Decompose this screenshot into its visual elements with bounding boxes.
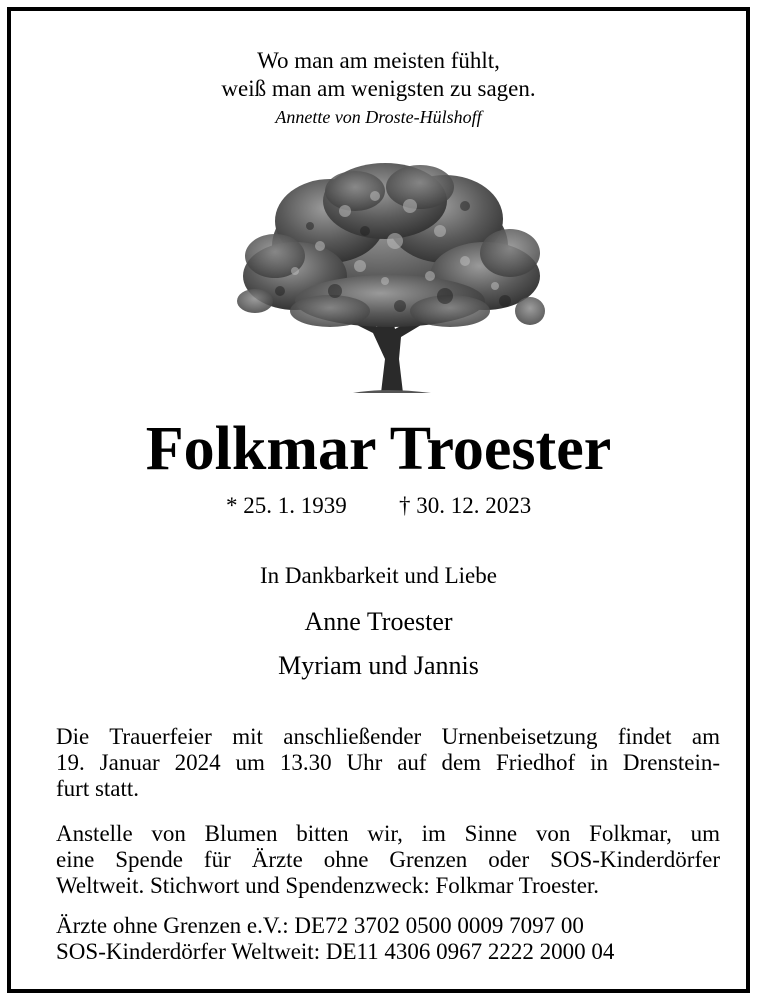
donation-line-2: eine Spende für Ärzte ohne Grenzen oder SOS-Kinderdörfer bbox=[56, 847, 720, 872]
deceased-name: Folkmar Troester bbox=[145, 415, 612, 483]
donation-line-3: Weltweit. Stichwort und Spendenzweck: Folkmar Troester. bbox=[56, 873, 600, 898]
account-line-1: Ärzte ohne Grenzen e.V.: DE72 3702 0500 0009 7097 00 bbox=[56, 913, 584, 938]
death-date: † 30. 12. 2023 bbox=[399, 493, 532, 518]
bank-accounts bbox=[56, 913, 720, 965]
quote-line-2: weiß man am wenigsten zu sagen. bbox=[221, 76, 536, 101]
donation-line-1: Anstelle von Blumen bitten wir, im Sinne von Folkmar, um bbox=[56, 821, 720, 846]
oak-tree-icon bbox=[235, 161, 545, 396]
funeral-line-3: furt statt. bbox=[56, 776, 140, 801]
funeral-line-2: 19. Januar 2024 um 13.30 Uhr auf dem Friedhof in Drenstein- bbox=[56, 750, 720, 775]
account-line-2: SOS-Kinderdörfer Weltweit: DE11 4306 0967 2222 2000 04 bbox=[56, 939, 615, 964]
donation-paragraph bbox=[56, 821, 720, 899]
birth-date: * 25. 1. 1939 bbox=[226, 493, 347, 518]
mourner-1: Anne Troester bbox=[304, 607, 453, 636]
funeral-paragraph bbox=[56, 724, 720, 802]
thanks-line: In Dankbarkeit und Liebe bbox=[260, 563, 497, 588]
quote-author: Annette von Droste-Hülshoff bbox=[275, 107, 482, 127]
obituary-notice bbox=[7, 7, 750, 993]
funeral-line-1: Die Trauerfeier mit anschließender Urnenbeisetzung findet am bbox=[56, 724, 720, 749]
quote-line-1: Wo man am meisten fühlt, bbox=[257, 48, 500, 73]
mourner-2: Myriam und Jannis bbox=[278, 651, 479, 680]
